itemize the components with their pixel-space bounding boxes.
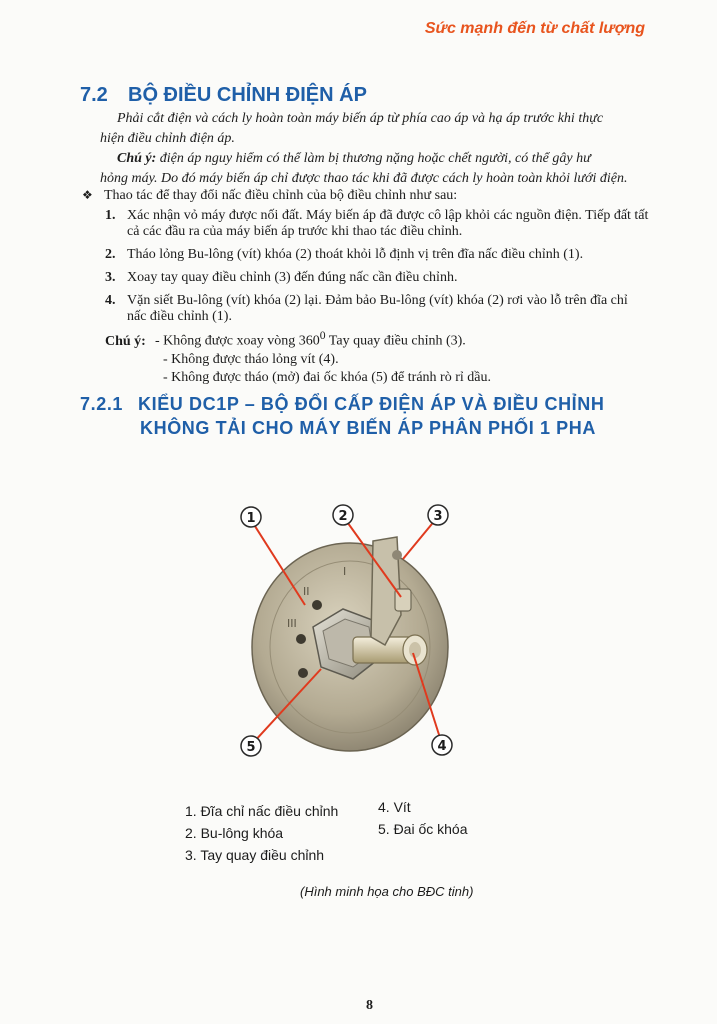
warning-line-1 [100, 149, 648, 168]
header-tagline: Sức mạnh đến từ chất lượng [424, 20, 645, 37]
svg-text:4: 4 [437, 739, 447, 754]
disk-mark-2: II [303, 585, 310, 598]
legend-item: 5. Đai ốc khóa [378, 821, 468, 837]
warning-label: Chú ý: [117, 151, 157, 166]
caution-note-2: - Không được tháo lỏng vít (4). [163, 351, 339, 367]
callout-3 [428, 505, 448, 525]
figure-caption: (Hình minh họa cho BĐC tinh) [300, 884, 474, 899]
callout-2 [333, 505, 353, 525]
section-intro [100, 109, 648, 189]
subsection-heading [80, 392, 660, 440]
svg-text:2: 2 [338, 509, 348, 524]
disk-mark-1: I [343, 565, 347, 578]
procedure-bullet [82, 186, 652, 205]
legend-right-column [378, 796, 468, 840]
list-item: 2. Tháo lỏng Bu-lông (vít) khóa (2) thoát khỏi lỗ định vị trên đĩa nấc điều chỉnh (1). [105, 247, 584, 262]
svg-text:3: 3 [433, 509, 443, 524]
warning-text: điện áp nguy hiểm có thể làm bị thương nặng hoặc chết người, có thể gây hư [156, 151, 591, 166]
intro-line-2: hiện điều chỉnh điện áp. [100, 131, 235, 146]
legend-left-column [185, 800, 338, 866]
section-heading [80, 84, 367, 107]
legend-item: 3. Tay quay điều chỉnh [185, 847, 325, 863]
intro-line-1: Phải cắt điện và cách ly hoàn toàn máy biến áp từ phía cao áp và hạ áp trước khi thực [117, 111, 604, 126]
warning-line-2: hỏng máy. Do đó máy biến áp chỉ được thao tác khi đã được cách ly hoàn toàn khỏi lưới điện. [100, 171, 628, 186]
list-item: 1. Xác nhận vỏ máy được nối đất. Máy biến áp đã được cô lập khỏi các nguồn điện. Tiếp đất tất cả các đầu ra của máy biến áp trước khi thao tác điều chỉnh. [105, 208, 649, 239]
subsection-number: 7.2.1 [80, 394, 124, 414]
section-number: 7.2 [80, 84, 108, 106]
caution-notes [105, 327, 491, 387]
callout-4 [432, 735, 452, 755]
bullet-text: Thao tác để thay đổi nấc điều chỉnh của bộ điều chỉnh như sau: [104, 188, 458, 203]
list-item: 4. Vặn siết Bu-lông (vít) khóa (2) lại. Đảm bảo Bu-lông (vít) khóa (2) rơi vào lỗ trên đĩa chỉ nấc điều chỉnh (1). [105, 293, 628, 324]
svg-text:1: 1 [246, 511, 256, 526]
legend-item: 4. Vít [378, 799, 411, 815]
caution-note-1: Chú ý: - Không được xoay vòng $360^0$ Tay quay điều chỉnh (3). [105, 329, 466, 349]
legend-item: 2. Bu-lông khóa [185, 825, 284, 841]
page-number: 8 [366, 998, 373, 1013]
section-title: BỘ ĐIỀU CHỈNH ĐIỆN ÁP [128, 84, 367, 106]
subsection-title-line-1: KIỂU DC1P – BỘ ĐỔI CẤP ĐIỆN ÁP VÀ ĐIỀU CHỈNH [138, 394, 605, 414]
callout-1 [241, 507, 261, 527]
caution-label: Chú ý: [105, 333, 146, 349]
diamond-bullet-icon: ❖ [82, 188, 93, 202]
tap-changer-photo [225, 497, 465, 777]
subsection-title-line-2: KHÔNG TẢI CHO MÁY BIẾN ÁP PHÂN PHỐI 1 PHA [140, 418, 596, 438]
svg-text:5: 5 [246, 740, 256, 755]
callout-5 [241, 736, 261, 756]
procedure-steps [105, 208, 650, 332]
list-item: 3. Xoay tay quay điều chỉnh (3) đến đúng nấc cần điều chỉnh. [105, 270, 458, 285]
caution-note-3: - Không được tháo (mở) đai ốc khóa (5) để tránh rò rỉ dầu. [163, 369, 491, 385]
legend-item: 1. Đĩa chỉ nấc điều chỉnh [185, 803, 339, 819]
disk-mark-3: III [287, 617, 297, 630]
